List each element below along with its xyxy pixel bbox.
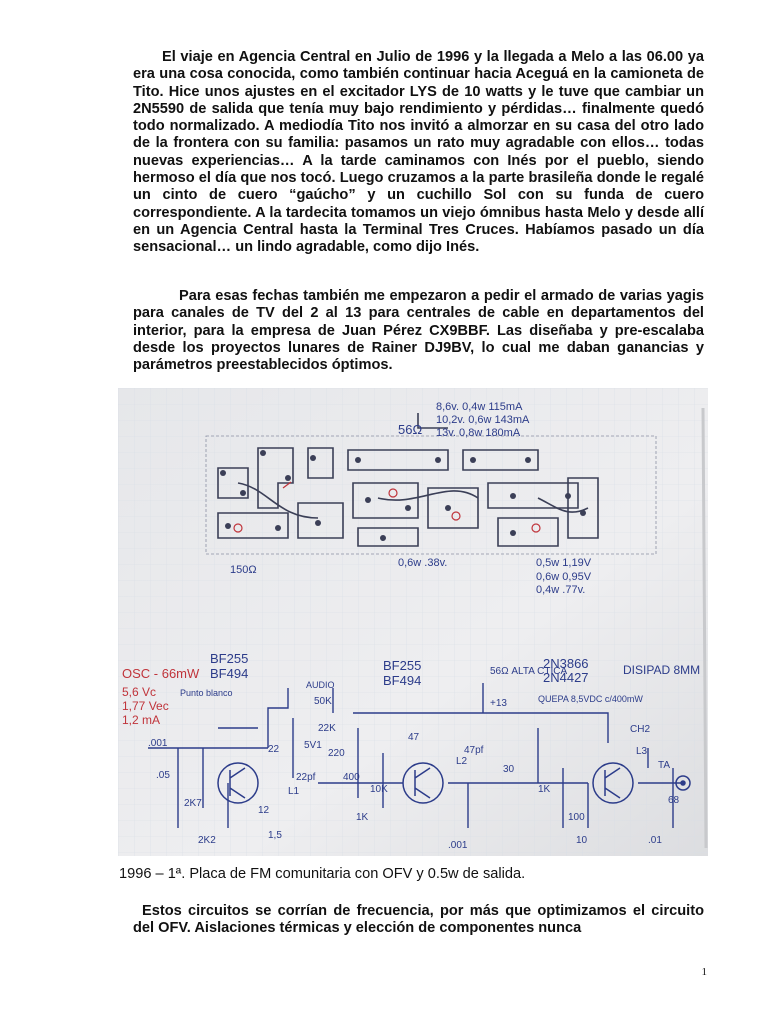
- capacitor-22: 22: [268, 744, 280, 755]
- heatsink-note: DISIPAD 8MM: [623, 663, 701, 677]
- transistor-1-bf494: BF494: [210, 666, 249, 681]
- page-number: 1: [701, 966, 707, 978]
- capacitor-400: 400: [343, 772, 360, 783]
- note-voltage-3: 13v. 0,8w 180mA: [436, 427, 521, 439]
- capacitor-47pf: 47pf: [464, 745, 484, 756]
- capacitor-30: 30: [503, 764, 515, 775]
- transistor-3-2n4427: 2N4427: [543, 670, 589, 685]
- pot-50k: 50K: [314, 696, 332, 707]
- coil-l2: L2: [456, 756, 468, 767]
- transistor-2-bf255: BF255: [383, 658, 422, 673]
- resistor-2k7: 2K7: [184, 798, 202, 809]
- figure-caption: 1996 – 1ª. Placa de FM comunitaria con OFV y 0.5w de salida.: [119, 866, 526, 882]
- resistor-220: 220: [328, 748, 345, 759]
- punto-blanco-label: Punto blanco: [180, 688, 233, 698]
- resistor-150: 150Ω: [230, 564, 257, 576]
- note-v3: 0,6w 0,95V: [536, 571, 592, 583]
- trimmer-ta: TA: [658, 760, 671, 771]
- resistor-22k: 22K: [318, 723, 336, 734]
- graph-grid: [118, 388, 708, 856]
- supply-13: +13: [490, 698, 507, 709]
- paragraph-2: [133, 288, 704, 374]
- osc-power: OSC - 66mW: [122, 666, 200, 681]
- coil-l3: L3: [636, 746, 648, 757]
- capacitor-12: 12: [258, 805, 270, 816]
- resistor-100: 100: [568, 812, 585, 823]
- note-voltage-1: 8,6v. 0,4w 115mA: [436, 401, 523, 413]
- transistor-1-bf255: BF255: [210, 651, 249, 666]
- circuit-photo: [118, 388, 708, 856]
- paragraph-3-text: Estos circuitos se corrían de frecuencia, por más que optimizamos el circuito del OFV. Aislaciones térmicas y elección de componentes nunca: [133, 903, 704, 937]
- transistor-3-2n3866: 2N3866: [543, 656, 589, 671]
- coil-l1: L1: [288, 786, 300, 797]
- capacitor-47: 47: [408, 732, 420, 743]
- resistor-56: 56Ω: [398, 422, 423, 437]
- paragraph-3: [133, 903, 704, 938]
- alta-note: 56Ω ALTA CTICA: [490, 666, 568, 677]
- quepa-note: QUEPA 8,5VDC c/400mW: [538, 694, 643, 704]
- note-v4: 0,4w .77v.: [536, 584, 586, 596]
- capacitor-68: 68: [668, 795, 680, 806]
- paragraph-2-text: Para esas fechas también me empezaron a pedir el armado de varias yagis para canales de TV del 2 al 13 para centrales de cable en departamentos del interior, para la empresa de Juan Pérez CX9BBF. Las diseñaba y pre-escalaba desde los proyectos lunares de Rainer DJ9BV, lo cual me daban ganancias y parámetros preestablecidos óptimos.: [133, 288, 704, 374]
- choke-label: CH2: [630, 724, 651, 735]
- capacitor-01: .01: [648, 835, 662, 846]
- note-v2: 0,5w 1,19V: [536, 557, 592, 569]
- capacitor-001-a: .001: [148, 738, 168, 749]
- capacitor-001-b: .001: [448, 840, 468, 851]
- resistor-1k-a: 1K: [356, 812, 369, 823]
- capacitor-10: 10: [576, 835, 588, 846]
- paragraph-1-text: El viaje en Agencia Central en Julio de 1996 y la llegada a Melo a las 06.00 ya era una cosa conocida, como también continuar hacia Aceguá en la camioneta de Tito. Hice unos ajustes en el excitador LYS de 10 watts y le tuve que cambiar un 2N5590 de salida que tenía muy bajo rendimiento y pérdidas… finalmente quedó todo normalizado. A mediodía Tito nos invitó a almorzar en su casa del otro lado de la frontera con su familia: pasamos un rato muy agradable con ellos… todas nuevas experiencias… A la tarde caminamos con Inés por el pueblo, siendo hermoso el día que nos tocó. Luego cruzamos a la parte brasileña donde le regalé un cinto de cuero “gaúcho” y un cuchillo Sol con su funda de cuero correspondiente. A la tardecita tomamos un viejo ómnibus hasta Melo y desde allí en un Agencia Central hasta la Terminal Tres Cruces. Habíamos pasado un día sensacional… un lindo agradable, como dijo Inés.: [133, 49, 704, 256]
- resistor-1k-b: 1K: [538, 784, 551, 795]
- paragraph-1: [133, 49, 704, 257]
- osc-vc: 5,6 Vc: [122, 685, 157, 699]
- osc-ma: 1,2 mA: [122, 713, 161, 727]
- osc-vec: 1,77 Vec: [122, 699, 169, 713]
- audio-label: AUDIO: [306, 680, 335, 690]
- capacitor-05: .05: [156, 770, 170, 781]
- zener-5v1: 5V1: [304, 740, 322, 751]
- note-voltage-2: 10,2v. 0,6w 143mA: [436, 414, 530, 426]
- note-v1: 0,6w .38v.: [398, 557, 448, 569]
- transistor-2-bf494: BF494: [383, 673, 422, 688]
- capacitor-22pf: 22pf: [296, 772, 316, 783]
- capacitor-1-5: 1,5: [268, 830, 282, 841]
- resistor-2k2: 2K2: [198, 835, 216, 846]
- circuit-drawing: [118, 388, 708, 856]
- resistor-10k: 10K: [370, 784, 388, 795]
